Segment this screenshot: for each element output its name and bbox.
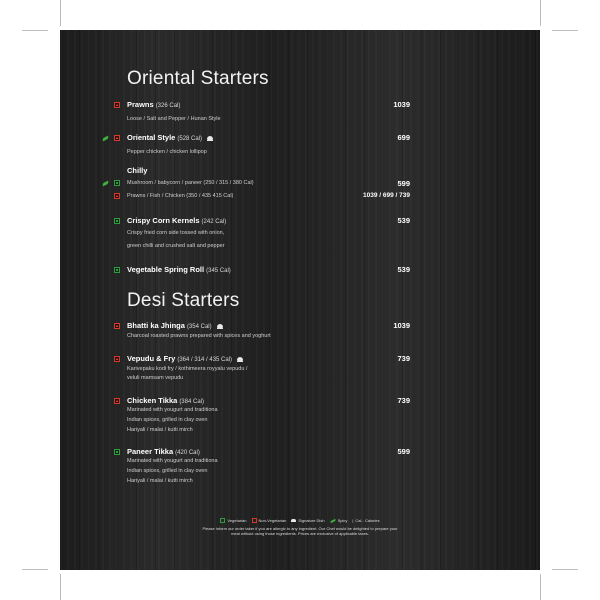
item-description: Indian spices, grilled in clay oven bbox=[127, 468, 208, 474]
item-description: veluli mamsam vepudu bbox=[127, 375, 184, 381]
menu-legend bbox=[60, 518, 540, 536]
sub-item-price: 1039 / 699 / 739 bbox=[363, 192, 410, 199]
menu-item-spring-roll bbox=[60, 265, 540, 277]
item-name: Prawns (326 Cal) bbox=[127, 100, 181, 109]
menu-item-oriental-style bbox=[60, 133, 540, 155]
item-name: Bhatti ka Jhinga (354 Cal) bbox=[127, 321, 223, 330]
signature-dish-icon bbox=[207, 136, 213, 140]
item-name: Oriental Style (528 Cal) bbox=[127, 133, 213, 142]
item-price: 1039 bbox=[393, 100, 410, 109]
item-description: Pepper chicken / chicken lollipop bbox=[127, 149, 207, 155]
item-description: Hariyali / malai / kutti mirch bbox=[127, 478, 193, 484]
item-name: Crispy Corn Kernels (242 Cal) bbox=[127, 216, 227, 225]
item-description: Crispy fried corn side tossed with onion, bbox=[127, 230, 225, 236]
menu-board bbox=[60, 30, 540, 570]
menu-item-chilly bbox=[60, 166, 540, 199]
section-title-desi: Desi Starters bbox=[127, 290, 240, 311]
item-description: green chilli and crushed salt and pepper bbox=[127, 243, 225, 249]
non-veg-icon bbox=[252, 518, 257, 523]
sub-item-nonveg-chilly bbox=[60, 192, 540, 204]
menu-item-prawns bbox=[60, 100, 540, 122]
crop-mark bbox=[552, 30, 578, 31]
sub-item-text: Mushroom / babycorn / paneer (250 / 315 / 380 Cal) bbox=[127, 180, 254, 186]
item-price: 739 bbox=[397, 396, 410, 405]
legend-cal-label: Cal - Calories bbox=[355, 518, 380, 523]
menu-item-paneer-tikka bbox=[60, 447, 540, 484]
item-price: 739 bbox=[397, 354, 410, 363]
item-name: Vepudu & Fry (364 / 314 / 435 Cal) bbox=[127, 354, 243, 363]
crop-mark bbox=[60, 0, 61, 26]
item-name: Paneer Tikka (420 Cal) bbox=[127, 447, 200, 456]
item-description: Loose / Salt and Pepper / Hunan Style bbox=[127, 116, 221, 122]
item-description: Marinated with yougurt and traditiona bbox=[127, 458, 218, 464]
item-price: 1039 bbox=[393, 321, 410, 330]
legend-separator: | bbox=[352, 518, 354, 523]
signature-dish-icon bbox=[291, 519, 296, 522]
crop-mark bbox=[60, 574, 61, 600]
spicy-icon bbox=[329, 518, 335, 522]
veg-icon bbox=[114, 180, 120, 186]
allergy-note-line-2: meal without using those ingredients. Prices are exclusive of applicable taxes. bbox=[231, 531, 369, 536]
item-description: Indian spices, grilled in clay oven bbox=[127, 417, 208, 423]
crop-mark bbox=[552, 569, 578, 570]
allergy-note bbox=[60, 526, 540, 536]
legend-veg-label: Vegetarian bbox=[227, 518, 247, 523]
sub-item-veg-chilly bbox=[60, 179, 540, 191]
menu-item-crispy-corn bbox=[60, 216, 540, 249]
item-price: 539 bbox=[397, 216, 410, 225]
item-name: Chilly bbox=[127, 166, 148, 175]
item-name: Vegetable Spring Roll (345 Cal) bbox=[127, 265, 231, 274]
crop-mark bbox=[22, 30, 48, 31]
sub-item-price: 599 bbox=[397, 179, 410, 188]
item-price: 599 bbox=[397, 447, 410, 456]
sub-item-text: Prawns / Fish / Chicken (350 / 435 415 Cal) bbox=[127, 193, 234, 199]
legend-nonveg-label: Non-Vegetarian bbox=[258, 518, 287, 523]
legend-spicy-label: Spicy bbox=[337, 518, 348, 523]
signature-dish-icon bbox=[217, 324, 223, 328]
menu-item-vepudu-fry bbox=[60, 354, 540, 381]
menu-item-bhatti-ka-jhinga bbox=[60, 321, 540, 339]
non-veg-icon bbox=[114, 193, 120, 199]
item-description: Karivepaku kodi fry / kothimeera royyalu vepudu / bbox=[127, 366, 248, 372]
item-price: 539 bbox=[397, 265, 410, 274]
crop-mark bbox=[540, 574, 541, 600]
allergy-note-line-1: Please inform our order taker if you are allergic to any ingredient. Our Chef would be delighted to prepare your bbox=[202, 526, 398, 531]
menu-item-chicken-tikka bbox=[60, 396, 540, 433]
item-description: Hariyali / malai / kutti mirch bbox=[127, 427, 193, 433]
veg-icon bbox=[220, 518, 225, 523]
crop-mark bbox=[540, 0, 541, 26]
crop-mark bbox=[22, 569, 48, 570]
item-price: 699 bbox=[397, 133, 410, 142]
spicy-icon bbox=[102, 181, 110, 187]
section-title-oriental: Oriental Starters bbox=[127, 68, 269, 89]
signature-dish-icon bbox=[237, 357, 243, 361]
item-description: Charcoal roasted prawns prepared with spices and yoghurt bbox=[127, 333, 271, 339]
item-description: Marinated with yougurt and traditiona bbox=[127, 407, 218, 413]
legend-signature-label: Signature Dish bbox=[298, 518, 325, 523]
item-name: Chicken Tikka (384 Cal) bbox=[127, 396, 204, 405]
